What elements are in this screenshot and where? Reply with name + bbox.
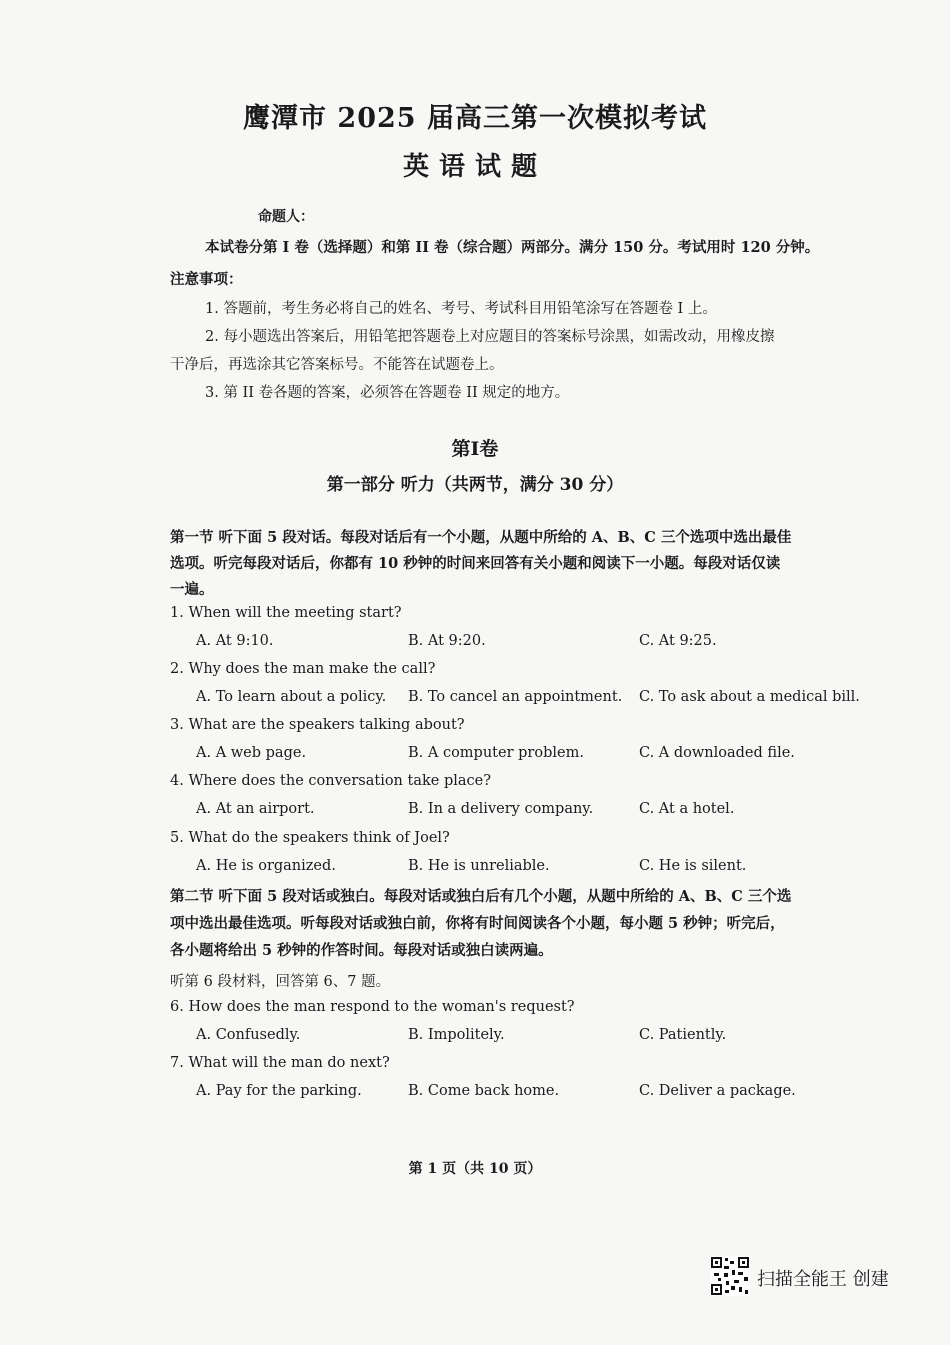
option-c: C. To ask about a medical bill. (639, 689, 860, 705)
exam-title: 鹰潭市 2025 届高三第一次模拟考试 (243, 103, 707, 134)
intro-text: 本试卷分第 I 卷（选择题）和第 II 卷（综合题）两部分。满分 150 分。考试用时 120 分钟。 (205, 239, 820, 256)
option-b: B. Impolitely. (408, 1027, 505, 1043)
qr-code-icon (710, 1256, 750, 1296)
option-a: A. Pay for the parking. (196, 1083, 362, 1099)
option-c: C. Deliver a package. (639, 1083, 796, 1099)
section2-text: 各小题将给出 5 秒钟的作答时间。每段对话或独白读两遍。 (170, 942, 553, 959)
option-a: A. Confusedly. (196, 1027, 301, 1043)
question-stem: 3. What are the speakers talking about? (170, 717, 465, 733)
notice-item: 干净后，再选涂其它答案标号。不能答在试题卷上。 (170, 357, 504, 373)
question-stem: 5. What do the speakers think of Joel? (170, 830, 450, 846)
option-b: B. To cancel an appointment. (408, 689, 623, 705)
question-stem: 1. When will the meeting start? (170, 605, 402, 621)
question-stem: 7. What will the man do next? (170, 1055, 390, 1071)
option-b: B. He is unreliable. (408, 858, 550, 874)
option-c: C. At 9:25. (639, 633, 717, 649)
option-c: C. He is silent. (639, 858, 747, 874)
option-c: C. A downloaded file. (639, 745, 795, 761)
section1-text: 第一节 听下面 5 段对话。每段对话后有一个小题，从题中所给的 A、B、C 三个选项中选出最佳 (170, 529, 792, 546)
notice-item: 2. 每小题选出答案后，用铅笔把答题卷上对应题目的答案标号涂黑，如需改动，用橡皮擦 (205, 329, 775, 345)
section1-text: 选项。听完每段对话后，你都有 10 秒钟的时间来回答有关小题和阅读下一小题。每段对话仅读 (170, 555, 781, 572)
option-c: C. At a hotel. (639, 801, 735, 817)
question-stem: 4. Where does the conversation take place? (170, 773, 491, 789)
author-label: 命题人： (258, 209, 314, 225)
option-a: A. A web page. (196, 745, 307, 761)
notice-title: 注意事项： (170, 271, 243, 288)
question-stem: 6. How does the man respond to the woman's request? (170, 999, 575, 1015)
question-stem: 2. Why does the man make the call? (170, 661, 436, 677)
page-footer: 第 1 页（共 10 页） (408, 1161, 542, 1177)
option-a: A. At 9:10. (196, 633, 274, 649)
scanner-brand: 扫描全能王 创建 (757, 1269, 889, 1290)
exam-subtitle: 英语试题 (402, 152, 547, 182)
option-c: C. Patiently. (639, 1027, 727, 1043)
section1-text: 一遍。 (170, 581, 214, 598)
option-b: B. In a delivery company. (408, 801, 594, 817)
material-instruction: 听第 6 段材料，回答第 6、7 题。 (170, 974, 391, 990)
option-a: A. To learn about a policy. (196, 689, 387, 705)
option-a: A. He is organized. (196, 858, 336, 874)
section2-text: 第二节 听下面 5 段对话或独白。每段对话或独白后有几个小题，从题中所给的 A、B、C 三个选 (170, 888, 792, 905)
notice-item: 3. 第 II 卷各题的答案，必须答在答题卷 II 规定的地方。 (205, 385, 570, 401)
volume-heading: 第I卷 (451, 438, 499, 460)
part-heading: 第一部分 听力（共两节，满分 30 分） (326, 475, 624, 495)
option-b: B. Come back home. (408, 1083, 560, 1099)
notice-item: 1. 答题前，考生务必将自己的姓名、考号、考试科目用铅笔涂写在答题卷 I 上。 (205, 301, 717, 317)
option-b: B. At 9:20. (408, 633, 486, 649)
section2-text: 项中选出最佳选项。听每段对话或独白前，你将有时间阅读各个小题，每小题 5 秒钟；听完后， (170, 915, 785, 932)
option-b: B. A computer problem. (408, 745, 584, 761)
option-a: A. At an airport. (196, 801, 315, 817)
